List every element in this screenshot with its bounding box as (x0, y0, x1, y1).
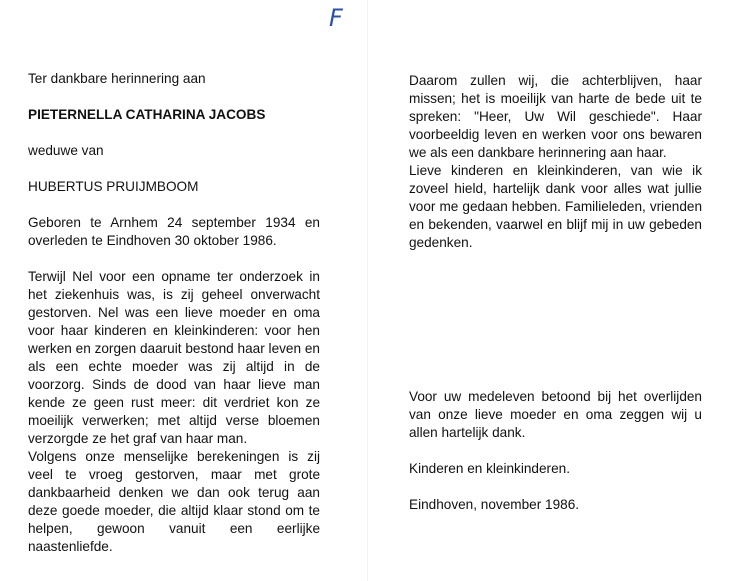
birth-death-text: Geboren te Arnhem 24 september 1934 en overleden te Eindhoven 30 oktober 1986. (28, 215, 320, 248)
fold-line (367, 0, 368, 581)
paragraph-2: Volgens onze menselijke berekeningen is zij veel te vroeg gestorven, maar met grote dankbaarheid denken we dan ook terug aan deze goede moeder, die altijd klaar stond om te helpen, gewoon vanuit een eerlijke naastenliefde. (28, 449, 320, 554)
signature-text: Kinderen en kleinkinderen. (409, 461, 570, 476)
paragraph-4: Lieve kinderen en kleinkinderen, van wie ik zoveel hield, hartelijk dank voor alles wat jullie voor me gedaan hebben. Familieleden, vrienden en bekenden, vaarwel en blijf mij in uw gebeden gedenken. (409, 163, 702, 250)
place-date-text: Eindhoven, november 1986. (409, 497, 580, 512)
widow-of-text: weduwe van (28, 143, 104, 158)
paragraph-1: Terwijl Nel voor een opname ter onderzoek in het ziekenhuis was, is zij geheel onverwacht gestorven. Nel was een lieve moeder en oma voor haar kinderen en kleinkinderen: voor hen werken en zorgen daaruit bestond haar leven en als een echte moeder was zij altijd in de voorzorg. Sinds de dood van haar lieve man kende ze geen rust meer: dit verdriet kon ze moeilijk verwerken; met altijd verse bloemen verzorgde ze het graf van haar man. (28, 269, 320, 446)
left-column (28, 70, 320, 556)
husband-name: HUBERTUS PRUIJMBOOM (28, 179, 199, 194)
thanks-text: Voor uw medeleven betoond bij het overlijden van onze lieve moeder en oma zeggen wij u allen hartelijk dank. (409, 389, 702, 440)
paragraph-3: Daarom zullen wij, die achterblijven, haar missen; het is moeilijk van harte de bede uit te spreken: "Heer, Uw Wil geschiede". Haar voorbeeldig leven en werken voor ons bewaren we als een dankbare herinnering aan haar. (409, 73, 702, 160)
intro-text: Ter dankbare herinnering aan (28, 71, 206, 86)
deceased-name: PIETERNELLA CATHARINA JACOBS (28, 107, 266, 122)
handwritten-mark: F (329, 4, 343, 32)
right-column (409, 72, 702, 514)
